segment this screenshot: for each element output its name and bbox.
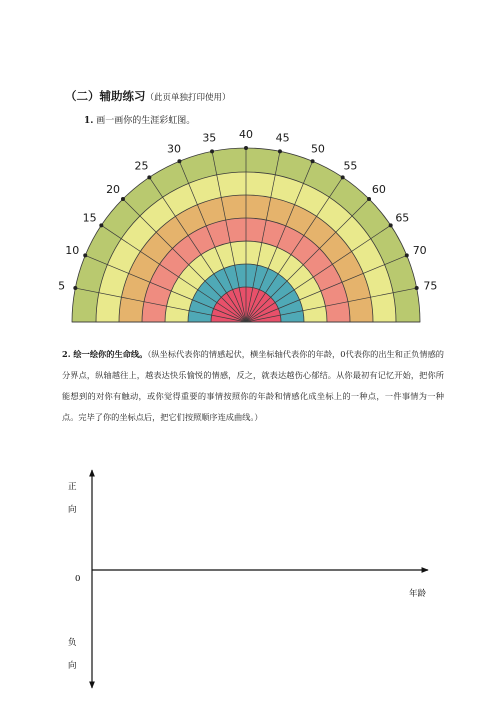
question-2-instructions: （纵坐标代表你的情感起伏，横坐标轴代表你的年龄，0代表你的出生和正负情感的分界点，纵轴越往上，越表达快乐愉悦的情感，反之，就表达越伤心郁结。从你最初有记忆开始，把你所能想到的对你有触动，或你觉得重要的事情按照你的年龄和情感化成坐标上的一种点，一件事情为一种点。完毕了你的坐标点后，把它们按照顺序连成曲线。） — [62, 349, 444, 422]
section-title-text: （二）辅助练习 — [65, 89, 146, 103]
age-label: 50 — [310, 142, 325, 156]
age-label: 30 — [167, 142, 182, 156]
age-label: 20 — [106, 183, 121, 197]
question-1-text: 画一画你的生涯彩虹图。 — [96, 116, 196, 126]
question-2-lead: 2. 绘一绘你的生命线。 — [62, 349, 148, 359]
age-label: 25 — [134, 159, 149, 173]
age-label: 5 — [58, 279, 66, 293]
negative-label-bottom: 向 — [68, 661, 77, 671]
age-label: 10 — [65, 244, 80, 258]
age-axis-label: 年龄 — [409, 589, 427, 599]
question-1-number: 1. — [84, 116, 94, 126]
negative-label-top: 负 — [68, 638, 77, 648]
positive-label-top: 正 — [68, 482, 77, 492]
age-label: 40 — [239, 128, 253, 141]
age-label: 15 — [82, 211, 97, 225]
age-label: 70 — [412, 244, 427, 258]
print-note: （此页单独打印使用） — [145, 93, 231, 103]
age-label: 75 — [423, 279, 438, 293]
age-label: 45 — [275, 131, 290, 145]
age-label: 35 — [202, 131, 217, 145]
age-label: 55 — [343, 159, 358, 173]
zero-label: 0 — [75, 574, 81, 584]
positive-label-bottom: 向 — [68, 505, 77, 515]
age-label: 60 — [371, 183, 386, 197]
age-label: 65 — [395, 211, 410, 225]
